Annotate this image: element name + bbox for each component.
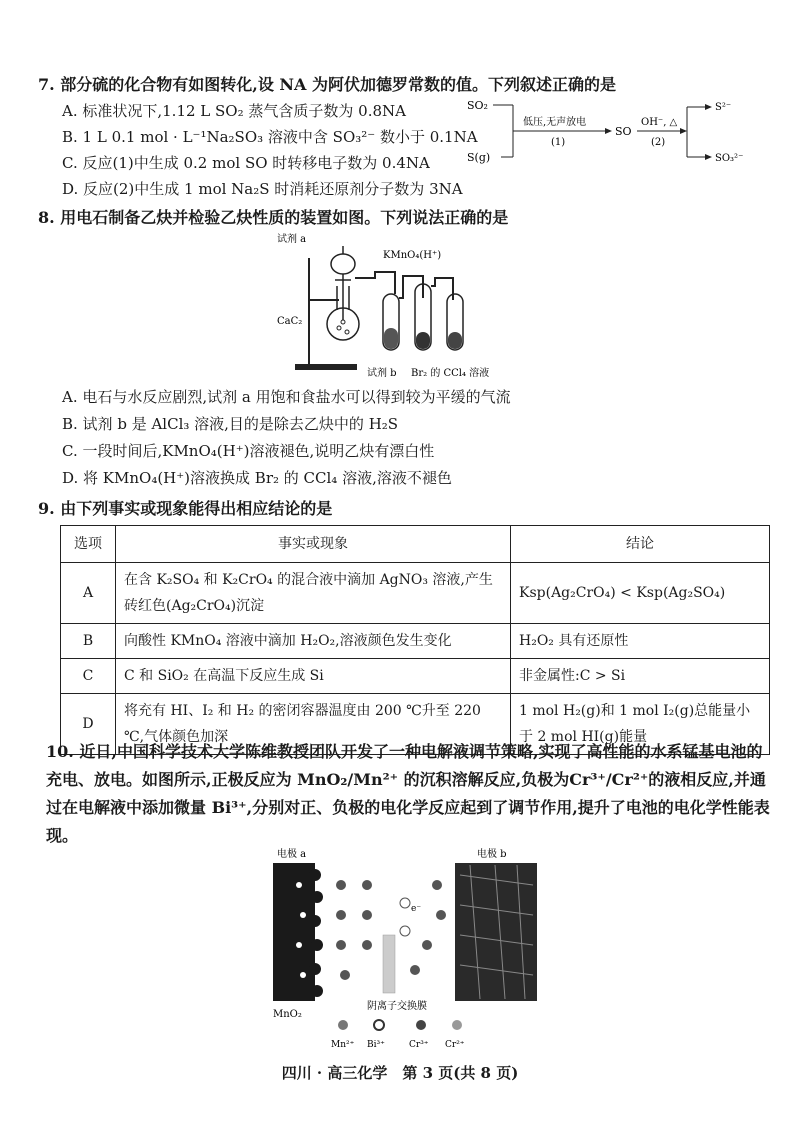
row-fact: 将充有 HI、I₂ 和 H₂ 的密闭容器温度由 200 ℃升至 220 ℃,气体颜色加深 [116,694,511,755]
legend-cr2-icon [452,1020,462,1030]
q7-label-2: (2) [651,137,666,148]
header-fact: 事实或现象 [116,526,511,563]
row-option: A [61,563,116,624]
page-footer: 四川 · 高三化学 第 3 页(共 8 页) [281,1064,519,1082]
legend-mn-icon [338,1020,348,1030]
q7-reaction-diagram [465,95,765,180]
q8-stem: 8. 用电石制备乙炔并检验乙炔性质的装置如图。下列说法正确的是 [38,208,509,227]
q7-reactant-s: S(g) [467,151,491,164]
header-conclusion: 结论 [511,526,770,563]
row-fact: 向酸性 KMnO₄ 溶液中滴加 H₂O₂,溶液颜色发生变化 [116,624,511,659]
q8-label-reagent-b: 试剂 b [367,368,397,379]
q7-condition-2: OH⁻, △ [641,117,678,128]
q7-option-b: B. 1 L 0.1 mol · L⁻¹Na₂SO₃ 溶液中含 SO₃²⁻ 数小于 0.1NA [62,128,478,146]
q9-table [60,525,770,755]
q7-condition-1: 低压,无声放电 [523,117,587,128]
q7-product-s2: S²⁻ [715,102,732,113]
legend-bi-icon [374,1020,384,1030]
legend-mn: Mn²⁺ [331,1040,355,1050]
q7-intermediate-so: SO [615,125,632,138]
q8-label-reagent-a: 试剂 a [277,234,307,245]
table-header-row [61,526,770,563]
table-row [61,659,770,694]
row-conclusion: 1 mol H₂(g)和 1 mol I₂(g)总能量小于 2 mol HI(g)能量 [511,694,770,755]
q10-label-electrode-a: 电极 a [277,849,307,860]
row-conclusion: Ksp(Ag₂CrO₄) < Ksp(Ag₂SO₄) [511,563,770,624]
q7-option-c: C. 反应(1)中生成 0.2 mol SO 时转移电子数为 0.4NA [62,154,430,172]
row-option: C [61,659,116,694]
q7-option-d: D. 反应(2)中生成 1 mol Na₂S 时消耗还原剂分子数为 3NA [62,180,463,198]
q7-stem: 7. 部分硫的化合物有如图转化,设 NA 为阿伏加德罗常数的值。下列叙述正确的是 [38,75,617,94]
row-fact: 在含 K₂SO₄ 和 K₂CrO₄ 的混合液中滴加 AgNO₃ 溶液,产生砖红色(Ag₂CrO₄)沉淀 [116,563,511,624]
q10-label-electrode-b: 电极 b [477,849,507,860]
row-conclusion: H₂O₂ 具有还原性 [511,624,770,659]
header-option: 选项 [61,526,116,563]
q8-option-c: C. 一段时间后,KMnO₄(H⁺)溶液褪色,说明乙炔有漂白性 [62,442,435,460]
q10-label-mno2: MnO₂ [273,1009,302,1020]
q8-option-d: D. 将 KMnO₄(H⁺)溶液换成 Br₂ 的 CCl₄ 溶液,溶液不褪色 [62,469,452,487]
q8-option-b: B. 试剂 b 是 AlCl₃ 溶液,目的是除去乙炔中的 H₂S [62,415,399,433]
legend-cr2: Cr²⁺ [445,1040,465,1050]
row-conclusion: 非金属性:C > Si [511,659,770,694]
q8-label-cac2: CaC₂ [277,316,303,327]
legend-cr3-icon [416,1020,426,1030]
q8-label-kmno4: KMnO₄(H⁺) [383,250,442,261]
q10-label-electron: e⁻ [411,904,422,914]
row-option: B [61,624,116,659]
q9-stem: 9. 由下列事实或现象能得出相应结论的是 [38,499,333,518]
q7-product-so3: SO₃²⁻ [715,153,744,164]
q7-option-a: A. 标准状况下,1.12 L SO₂ 蒸气含质子数为 0.8NA [62,102,406,120]
q8-apparatus-figure [275,228,515,380]
q8-option-a: A. 电石与水反应剧烈,试剂 a 用饱和食盐水可以得到较为平缓的气流 [62,388,511,406]
legend-bi: Bi³⁺ [367,1040,385,1050]
q7-label-1: (1) [551,137,566,148]
table-row [61,624,770,659]
q7-reactant-so2: SO₂ [467,99,488,112]
q10-label-membrane: 阴离子交换膜 [367,1001,427,1012]
table-row [61,563,770,624]
legend-cr3: Cr³⁺ [409,1040,429,1050]
row-option: D [61,694,116,755]
row-fact: C 和 SiO₂ 在高温下反应生成 Si [116,659,511,694]
q10-stem: 10. 近日,中国科学技术大学陈维教授团队开发了一种电解液调节策略,实现了高性能的水系锰基电池的充电、放电。如图所示,正极反应为 MnO₂/Mn²⁺ 的沉积溶解反应,负极为Cr³⁺/Cr²⁺的液相反应,并通过在电解液中添加微量 Bi³⁺,分别对正、负极的电化学反应起到了调节作用,提升了电池的电化学性能表现。 [46,742,770,845]
q10-battery-figure [255,845,555,1055]
q8-label-br2: Br₂ 的 CCl₄ 溶液 [411,368,490,379]
